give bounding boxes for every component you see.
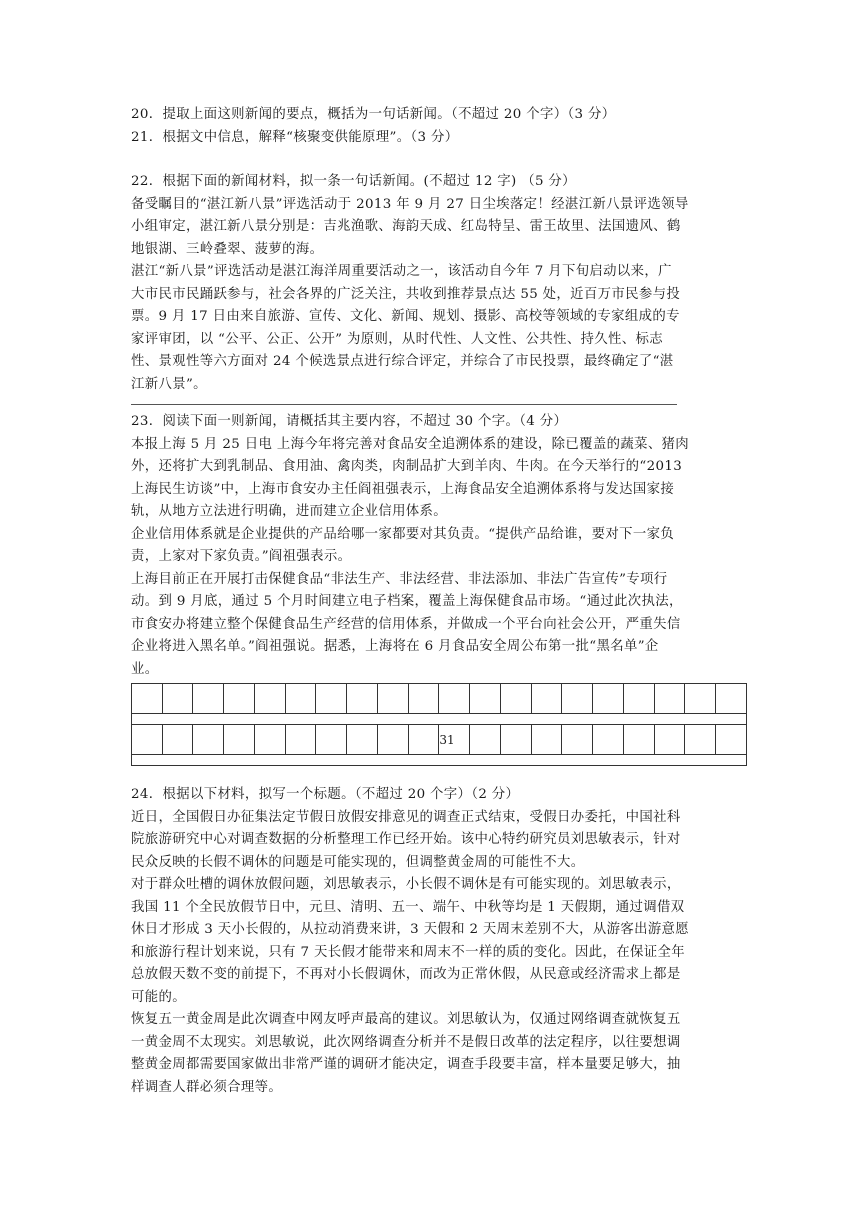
material-line: 整黄金周都需要国家做出非常严谨的调研才能决定，调查手段要丰富，样本量要足够大，抽	[131, 1057, 681, 1072]
grid-cell[interactable]	[285, 725, 316, 755]
material-line: 一黄金周不太现实。刘思敏说，此次网络调查分析并不是假日改革的法定程序，以往要想调	[131, 1034, 681, 1050]
material-line: 对于群众吐槽的调休放假问题，刘思敏表示，小长假不调休是有可能实现的。刘思敏表示，	[131, 877, 681, 892]
material-line: 上海目前正在开展打击保健食品“非法生产、非法经营、非法添加、非法广告宣传”专项行	[131, 571, 668, 587]
grid-spacer	[132, 755, 747, 766]
grid-cell[interactable]	[408, 725, 439, 755]
material-line: 近日，全国假日办征集法定节假日放假安排意见的调查正式结束，受假日办委托，中国社科	[131, 809, 681, 825]
grid-cell[interactable]	[623, 684, 654, 714]
grid-cell[interactable]	[531, 684, 562, 714]
grid-cell[interactable]	[500, 684, 531, 714]
grid-cell[interactable]	[654, 684, 685, 714]
grid-cell[interactable]	[562, 684, 593, 714]
material-line: 本报上海 5 月 25 日电 上海今年将完善对食品安全追溯体系的建设，除已覆盖的蔬菜、猪肉	[131, 436, 690, 452]
material-line: 票。9 月 17 日由来自旅游、宣传、文化、新闻、规划、摄影、高校等领域的专家组成的专	[131, 309, 680, 324]
question-22-material	[131, 194, 747, 397]
grid-cell[interactable]	[685, 725, 716, 755]
grid-row	[132, 684, 747, 714]
question-24-material	[131, 807, 747, 1100]
answer-line[interactable]	[131, 404, 677, 405]
material-line: 地银湖、三岭叠翠、菠萝的海。	[131, 241, 324, 257]
grid-row	[132, 725, 747, 755]
material-line: 性、景观性等六方面对 24 个候选景点进行综合评定，并综合了市民投票，最终确定了“湛	[131, 354, 674, 369]
material-line: 恢复五一黄金周是此次调查中网友呼声最高的建议。刘思敏认为，仅通过网络调查就恢复五	[131, 1012, 681, 1027]
grid-cell[interactable]	[623, 725, 654, 755]
material-line: 休日才形成 3 天小长假的，从拉动消费来讲，3 天假和 2 天周末差别不大，从游客出游意愿	[131, 922, 690, 937]
question-22-title: 22．根据下面的新闻材料，拟一条一句话新闻。(不超过 12 字) （5 分）	[131, 174, 576, 189]
question-23-material	[131, 434, 747, 682]
grid-cell[interactable]	[500, 725, 531, 755]
question-20: 20．提取上面这则新闻的要点，概括为一句话新闻。（不超过 20 个字）（3 分）	[131, 107, 616, 122]
grid-cell[interactable]	[377, 684, 408, 714]
question-24-title: 24．根据以下材料，拟写一个标题。（不超过 20 个字）（2 分）	[131, 787, 520, 802]
spacer	[131, 149, 747, 171]
material-line: 我国 11 个全民放假节日中，元旦、清明、五一、端午、中秋等均是 1 天假期，通过调借双	[131, 899, 685, 915]
material-line: 民众反映的长假不调休的问题是可能实现的，但调整黄金周的可能性不大。	[131, 854, 585, 870]
grid-cell[interactable]	[224, 725, 255, 755]
material-line: 样调查人群必须合理等。	[131, 1079, 283, 1095]
grid-cell[interactable]	[347, 684, 378, 714]
material-line: 小组审定，湛江新八景分别是：吉兆渔歌、海韵天成、红岛特呈、雷王故里、法国遗风、鹤	[131, 219, 681, 234]
grid-cell[interactable]	[377, 725, 408, 755]
material-line: 和旅游行程计划来说，只有 7 天长假才能带来和周末不一样的质的变化。因此，在保证全年	[131, 944, 685, 960]
grid-cell[interactable]	[285, 684, 316, 714]
material-line: 家评审团，以 “公平、公正、公开” 为原则，从时代性、人文性、公共性、持久性、标志	[131, 331, 664, 347]
material-line: 责，上家对下家负责。”阎祖强表示。	[131, 549, 352, 564]
grid-cell[interactable]	[531, 725, 562, 755]
grid-cell[interactable]	[316, 725, 347, 755]
material-line: 可能的。	[131, 989, 186, 1005]
grid-cell[interactable]	[715, 725, 746, 755]
grid-cell[interactable]	[408, 684, 439, 714]
spacer	[131, 766, 747, 784]
material-line: 企业将进入黑名单。”阎祖强说。据悉，上海将在 6 月食品安全周公布第一批“黑名单”企	[131, 639, 659, 654]
grid-spacer	[132, 714, 747, 725]
grid-cell[interactable]	[562, 725, 593, 755]
grid-cell[interactable]	[132, 684, 163, 714]
question-21: 21．根据文中信息，解释“核聚变供能原理”。（3 分）	[131, 129, 459, 145]
grid-cell[interactable]	[224, 684, 255, 714]
grid-cell[interactable]	[685, 684, 716, 714]
grid-cell[interactable]	[593, 725, 624, 755]
grid-cell[interactable]	[470, 684, 501, 714]
grid-cell[interactable]	[654, 725, 685, 755]
material-line: 江新八景”。	[131, 376, 207, 392]
grid-cell[interactable]	[316, 684, 347, 714]
grid-cell[interactable]	[439, 684, 470, 714]
material-line: 外，还将扩大到乳制品、食用油、禽肉类，肉制品扩大到羊肉、牛肉。在今天举行的“2013	[131, 459, 683, 474]
material-line: 院旅游研究中心对调查数据的分析整理工作已经开始。该中心特约研究员刘思敏表示，针对	[131, 832, 681, 847]
material-line: 企业信用体系就是企业提供的产品给哪一家都要对其负责。“提供产品给谁，要对下一家负	[131, 526, 675, 542]
material-line: 备受瞩目的“湛江新八景”评选活动于 2013 年 9 月 27 日尘埃落定！经湛江新八景评选领导	[131, 196, 689, 212]
grid-spacer-row	[132, 755, 747, 766]
question-23-title: 23．阅读下面一则新闻，请概括其主要内容，不超过 30 个字。（4 分）	[131, 414, 568, 429]
grid-spacer-row	[132, 714, 747, 725]
grid-cell[interactable]	[162, 684, 193, 714]
grid-cell[interactable]	[254, 684, 285, 714]
material-line: 业。	[131, 661, 159, 677]
material-line: 总放假天数不变的前提下，不再对小长假调休，而改为正常休假，从民意或经济需求上都是	[131, 967, 681, 982]
material-line: 市食安办将建立整个保健食品生产经营的信用体系，并做成一个平台向社会公开，严重失信	[131, 616, 681, 632]
material-line: 动。到 9 月底，通过 5 个月时间建立电子档案，覆盖上海保健食品市场。“通过此次执法，	[131, 594, 683, 609]
grid-cell[interactable]	[162, 725, 193, 755]
grid-cell[interactable]	[347, 725, 378, 755]
grid-cell-marker: 31	[439, 725, 470, 755]
grid-cell[interactable]	[593, 684, 624, 714]
exam-page	[131, 104, 747, 1099]
grid-cell[interactable]	[470, 725, 501, 755]
material-line: 轨，从地方立法进行明确，进而建立企业信用体系。	[131, 504, 448, 519]
material-line: 湛江“新八景”评选活动是湛江海洋周重要活动之一，该活动自今年 7 月下旬启动以来，广	[131, 264, 672, 279]
grid-cell[interactable]	[132, 725, 163, 755]
grid-cell[interactable]	[193, 684, 224, 714]
answer-grid	[131, 683, 747, 766]
grid-cell[interactable]	[193, 725, 224, 755]
grid-cell[interactable]	[254, 725, 285, 755]
material-line: 大市民市民踊跃参与，社会各界的广泛关注，共收到推荐景点达 55 处，近百万市民参与投	[131, 286, 681, 302]
material-line: 上海民生访谈”中，上海市食安办主任阎祖强表示，上海食品安全追溯体系将与发达国家接	[131, 481, 675, 497]
grid-cell[interactable]	[715, 684, 746, 714]
